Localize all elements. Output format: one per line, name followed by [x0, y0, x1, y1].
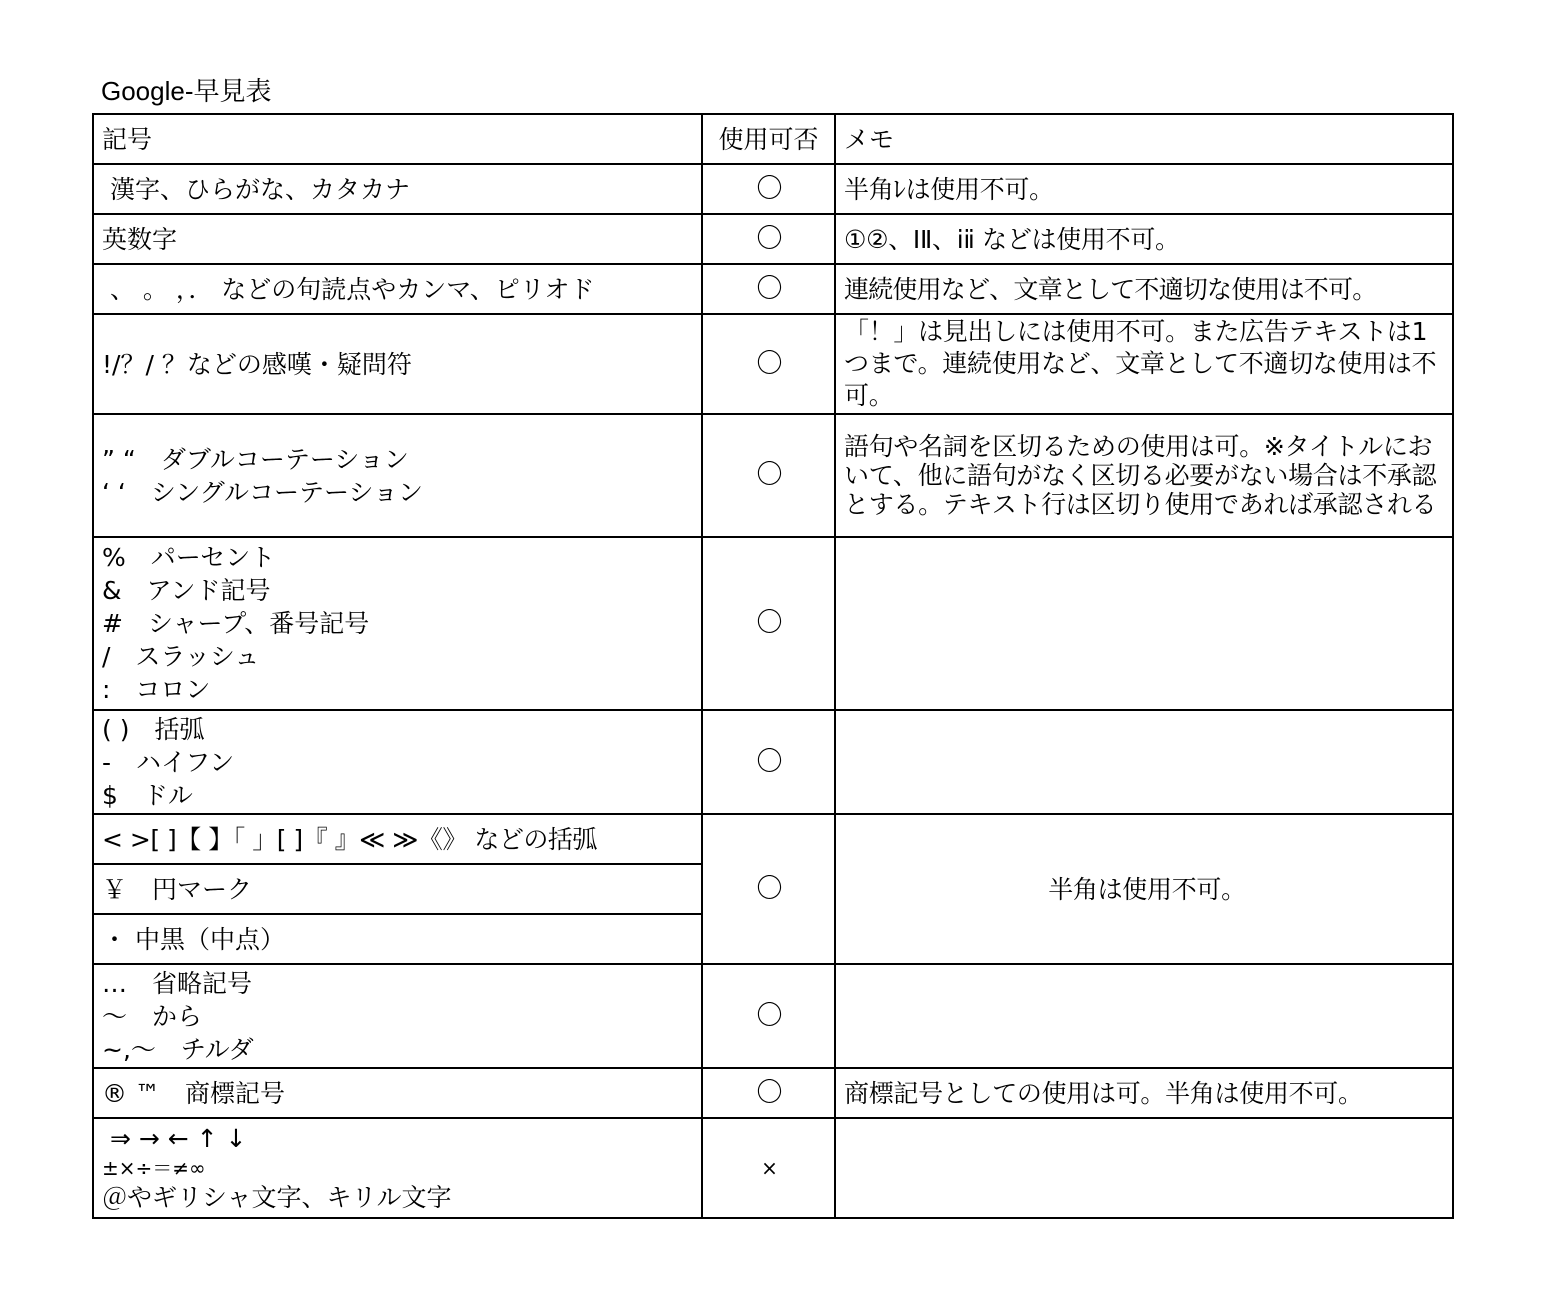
- usable-mark: 〇: [702, 314, 835, 414]
- table-header-row: [93, 114, 1453, 164]
- usable-mark: 〇: [702, 164, 835, 214]
- symbol-line: ” “ ダブルコーテーション: [102, 444, 409, 474]
- memo-cell: [835, 1118, 1453, 1218]
- page-title: Google-早見表: [101, 76, 272, 106]
- memo-cell: 商標記号としての使用は可。半角は使用不可。: [835, 1068, 1453, 1118]
- memo-cell: [835, 964, 1453, 1068]
- symbol-line: # シャープ、番号記号: [102, 609, 370, 638]
- usable-mark: 〇: [702, 814, 835, 964]
- symbol-line: ‘ ‘ シングルコーテーション: [102, 477, 423, 507]
- usable-mark: 〇: [702, 964, 835, 1068]
- usable-mark: 〇: [702, 214, 835, 264]
- symbol-line: % パーセント: [102, 543, 276, 572]
- table-row: [93, 1118, 1453, 1218]
- symbol-cell: 英数字: [93, 214, 702, 264]
- symbol-cell: ® ™ 商標記号: [93, 1068, 702, 1118]
- symbol-cell: 、 。 ，． などの句読点やカンマ、ピリオド: [93, 264, 702, 314]
- header-memo: メモ: [835, 114, 1453, 164]
- table-row: [93, 264, 1453, 314]
- table-row: [93, 814, 1453, 864]
- usable-mark: 〇: [702, 414, 835, 537]
- symbol-cell: !/？/ ？などの感嘆・疑問符: [93, 314, 702, 414]
- symbol-line: / スラッシュ: [102, 642, 260, 671]
- memo-cell: 半角ﾚは使用不可。: [835, 164, 1453, 214]
- symbol-line: ⇒ → ← ↑ ↓: [102, 1124, 247, 1153]
- symbol-line: … 省略記号: [102, 968, 253, 998]
- table-row: [93, 1068, 1453, 1118]
- symbol-cell: 漢字、ひらがな、カタカナ: [93, 164, 702, 214]
- symbol-cell: [93, 964, 702, 1068]
- symbol-line: ±×÷＝≠∞: [102, 1156, 206, 1180]
- symbol-cell: [93, 710, 702, 814]
- table-row: [93, 214, 1453, 264]
- table-row: [93, 164, 1453, 214]
- table-row: [93, 314, 1453, 414]
- table-row: [93, 964, 1453, 1068]
- symbol-line: $ ドル: [102, 780, 193, 810]
- table-row: [93, 414, 1453, 537]
- symbol-line: ～ から: [102, 1001, 203, 1031]
- symbol-line: : コロン: [102, 675, 211, 704]
- header-usable: 使用可否: [702, 114, 835, 164]
- symbol-line: ＠やギリシャ文字、キリル文字: [102, 1183, 452, 1212]
- memo-cell: [835, 710, 1453, 814]
- symbol-line: ~,～ チルダ: [102, 1034, 254, 1064]
- usable-mark: 〇: [702, 264, 835, 314]
- symbol-cell: [93, 414, 702, 537]
- memo-cell: 「！」は見出しには使用不可。また広告テキストは1つまで。連続使用など、文章として不適切な使用は不可。: [835, 314, 1453, 414]
- memo-cell: 連続使用など、文章として不適切な使用は不可。: [835, 264, 1453, 314]
- symbol-line: ( ) 括弧: [102, 714, 205, 744]
- symbol-line: & アンド記号: [102, 576, 271, 605]
- symbol-cell: < >[ ]【 】「 」[ ]『 』≪ ≫《》 などの括弧: [93, 814, 702, 864]
- symbol-cell: [93, 537, 702, 710]
- usable-mark: ×: [702, 1118, 835, 1218]
- memo-cell: 半角は使用不可。: [835, 814, 1453, 964]
- table-row: [93, 537, 1453, 710]
- memo-cell: 語句や名詞を区切るための使用は可。※タイトルにおいて、他に語句がなく区切る必要がない場合は不承認とする。テキスト行は区切り使用であれば承認される: [835, 414, 1453, 537]
- symbol-table: [92, 113, 1454, 1219]
- usable-mark: 〇: [702, 537, 835, 710]
- symbol-cell: ・ 中黒（中点）: [93, 914, 702, 964]
- usable-mark: 〇: [702, 1068, 835, 1118]
- usable-mark: 〇: [702, 710, 835, 814]
- memo-cell: [835, 537, 1453, 710]
- table-row: [93, 710, 1453, 814]
- symbol-line: - ハイフン: [102, 747, 235, 777]
- symbol-cell: [93, 1118, 702, 1218]
- symbol-cell: ￥ 円マーク: [93, 864, 702, 914]
- header-symbol: 記号: [93, 114, 702, 164]
- memo-cell: ①②、ⅠⅡ、ⅰⅱ などは使用不可。: [835, 214, 1453, 264]
